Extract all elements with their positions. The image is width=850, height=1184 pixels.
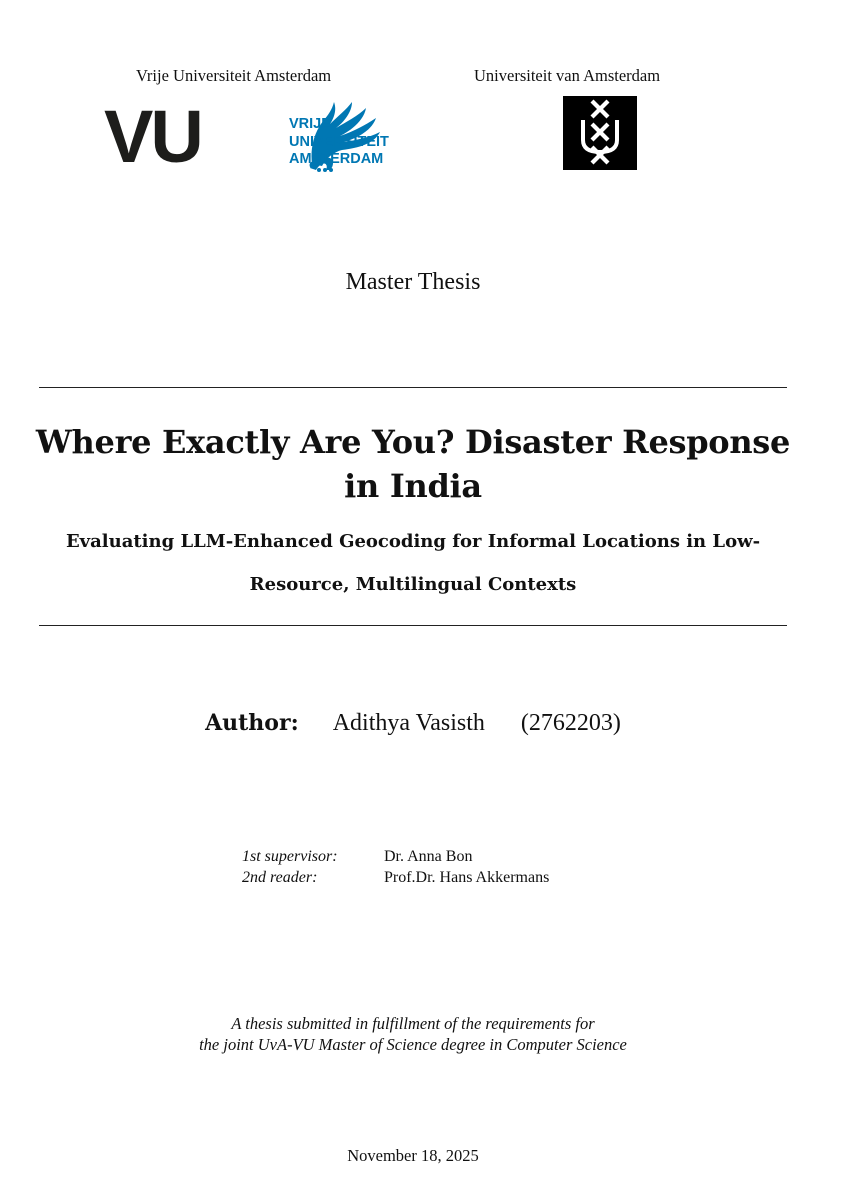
supervisor-row xyxy=(242,846,549,867)
bottom-divider xyxy=(39,625,787,626)
author-student-id: (2762203) xyxy=(520,710,621,736)
supervisor-table xyxy=(242,846,549,888)
author-label: Author: xyxy=(205,710,299,736)
submission-statement xyxy=(0,1013,826,1055)
uva-crosses-icon xyxy=(563,96,637,170)
uva-university-name: Universiteit van Amsterdam xyxy=(474,66,661,85)
supervisor-name: Prof.Dr. Hans Akkermans xyxy=(384,869,550,886)
vu-wordmark xyxy=(289,116,389,169)
document-type: Master Thesis xyxy=(345,269,481,295)
vu-logo-letters: VU xyxy=(104,95,201,178)
statement-line: A thesis submitted in fulfillment of the requirements for xyxy=(231,1014,595,1033)
author-row xyxy=(0,710,826,737)
vu-logo xyxy=(104,95,404,178)
submission-date: November 18, 2025 xyxy=(347,1146,479,1165)
vu-wordmark-line: VRIJE xyxy=(289,116,331,132)
thesis-subtitle: Evaluating LLM-Enhanced Geocoding for Informal Locations in Low-Resource, Multilingual Contexts xyxy=(65,531,761,595)
top-divider xyxy=(39,387,787,388)
statement-line: the joint UvA-VU Master of Science degree in Computer Science xyxy=(199,1035,627,1054)
vu-university-name: Vrije Universiteit Amsterdam xyxy=(136,66,332,85)
author-name: Adithya Vasisth xyxy=(332,710,485,736)
vu-wordmark-line: UNIVERSITEIT xyxy=(289,133,389,150)
supervisor-role: 2nd reader: xyxy=(242,869,318,886)
thesis-title: Where Exactly Are You? Disaster Response in India xyxy=(35,423,791,505)
supervisor-name: Dr. Anna Bon xyxy=(384,848,473,865)
vu-wordmark-line: AMSTERDAM xyxy=(289,151,384,167)
supervisor-role: 1st supervisor: xyxy=(242,848,338,865)
uva-logo xyxy=(563,96,637,170)
supervisor-row xyxy=(242,867,549,888)
